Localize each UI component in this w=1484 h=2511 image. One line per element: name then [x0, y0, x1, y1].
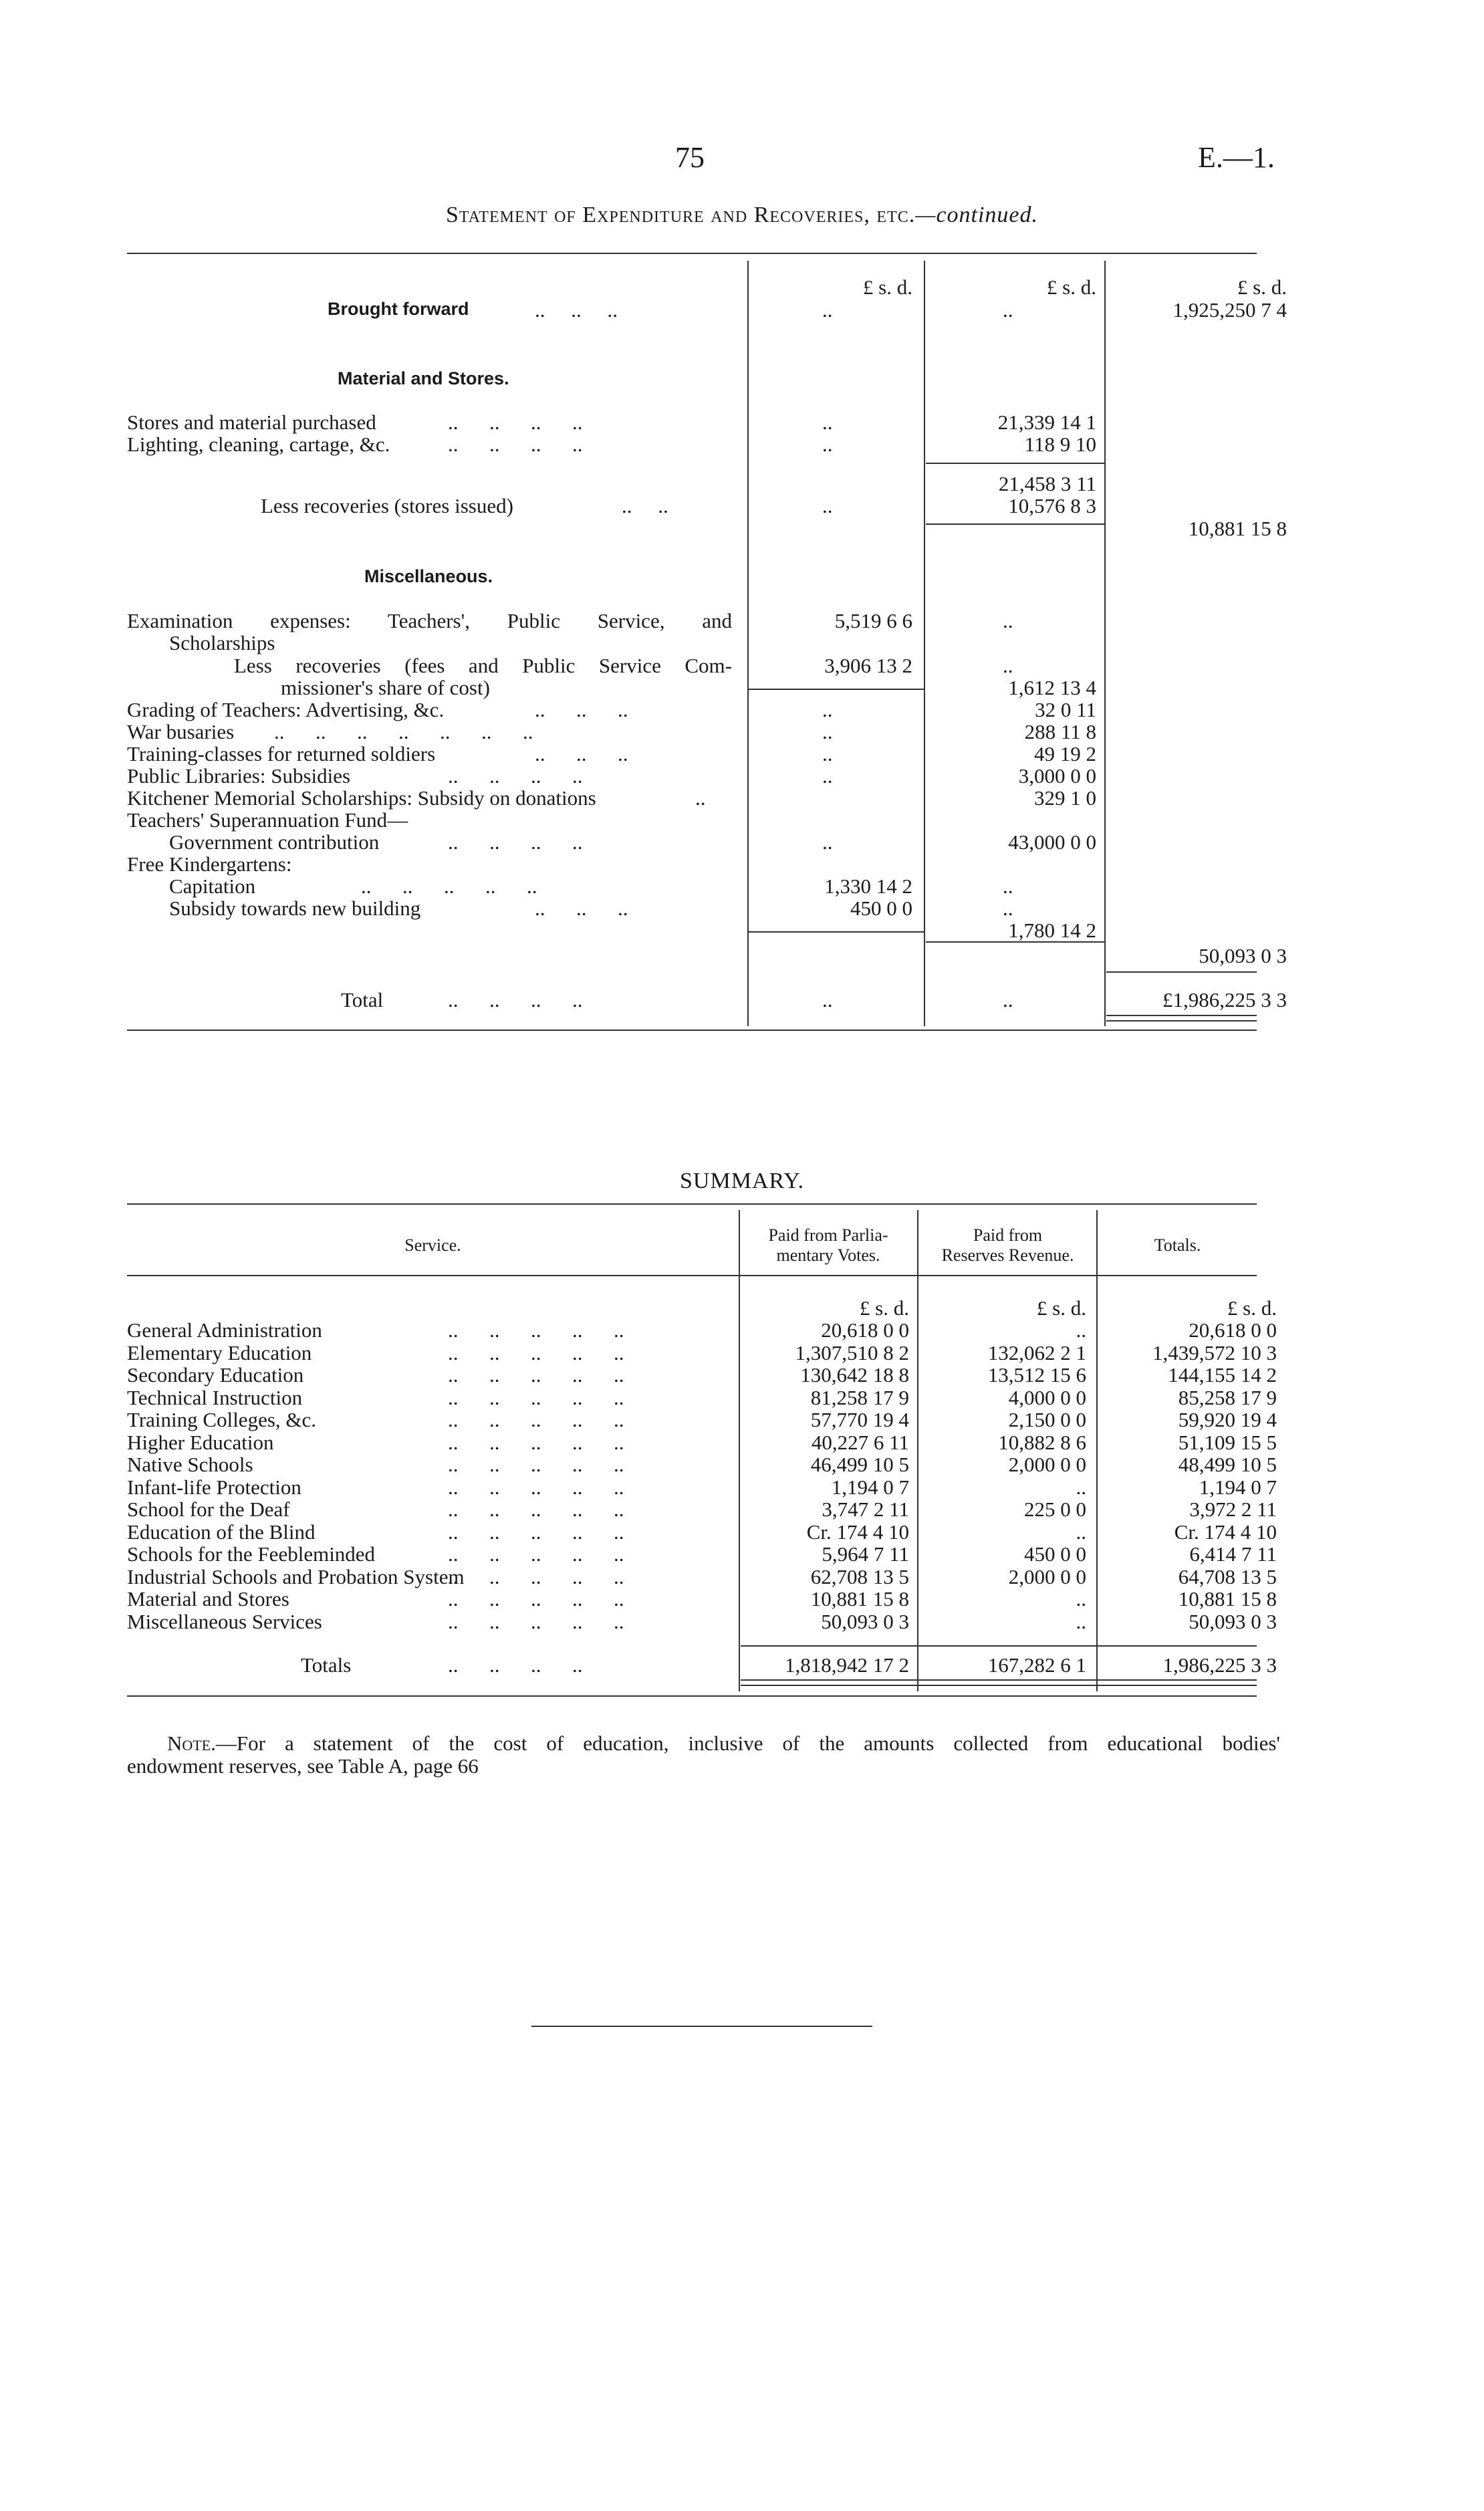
- summary-service-label: School for the Deaf: [127, 1498, 290, 1521]
- summary-res-value: 10,882 8 6: [998, 1431, 1086, 1454]
- summary-service-label: Elementary Education: [127, 1341, 312, 1364]
- leader-dots: .. .. .. .. ..: [448, 1520, 624, 1544]
- summary-res-value: 225 0 0: [1024, 1498, 1086, 1521]
- stores-subtotal: 21,458 3 11: [998, 472, 1096, 495]
- recoveries-value: 10,576 8 3: [1008, 494, 1096, 517]
- total-currency-head: £ s. d.: [1227, 1296, 1277, 1320]
- leader-dots: ..: [822, 764, 833, 788]
- leader-dots: .. .. .. ..: [448, 433, 583, 456]
- leader-dots: ..: [1003, 988, 1013, 1011]
- table-bottom-rule: [127, 1695, 1257, 1697]
- summary-total-value: 50,093 0 3: [1189, 1610, 1277, 1633]
- summary-res-value: 2,150 0 0: [1008, 1408, 1086, 1431]
- summary-parl-value: 62,708 13 5: [810, 1565, 909, 1588]
- totals-total: 1,986,225 3 3: [1162, 1653, 1277, 1677]
- stores-value: 21,339 14 1: [997, 410, 1096, 434]
- leader-dots: ..: [822, 433, 833, 456]
- summary-total-value: 1,439,572 10 3: [1152, 1341, 1277, 1364]
- summary-parl-value: 10,881 15 8: [810, 1587, 909, 1610]
- leader-dots: .. .. ..: [535, 742, 628, 765]
- service-header: Service.: [404, 1235, 461, 1255]
- header-rule: [127, 1275, 1257, 1276]
- summary-res-value: ..: [1076, 1475, 1086, 1499]
- exam-label-line1: Examination expenses: Teachers', Public Service, and: [127, 609, 732, 632]
- subtotal-rule: [749, 689, 924, 690]
- summary-service-label: Education of the Blind: [127, 1520, 316, 1544]
- leader-dots: ..: [822, 494, 833, 517]
- leader-dots: .. .. .. ..: [448, 764, 583, 788]
- totals-res: 167,282 6 1: [987, 1653, 1086, 1677]
- title-suffix: —continued.: [915, 203, 1039, 227]
- war-busaries-value: 288 11 8: [1024, 720, 1096, 743]
- leader-dots: .. .. .. .. ..: [448, 1610, 624, 1633]
- summary-parl-value: 1,307,510 8 2: [795, 1341, 909, 1364]
- summary-parl-value: 130,642 18 8: [800, 1363, 909, 1387]
- lighting-label: Lighting, cleaning, cartage, &c.: [127, 433, 390, 456]
- leader-dots: ..: [822, 742, 833, 765]
- summary-parl-value: 20,618 0 0: [821, 1318, 909, 1342]
- leader-dots: .. .. ..: [535, 896, 628, 920]
- report-code: E.—1.: [1198, 141, 1275, 174]
- summary-service-label: Secondary Education: [127, 1363, 304, 1387]
- training-classes-value: 49 19 2: [1034, 742, 1096, 765]
- reserves-header-line1: Paid from: [973, 1225, 1043, 1245]
- subtotal-rule: [1106, 971, 1257, 973]
- capitation-value: 1,330 14 2: [824, 874, 912, 898]
- double-rule: [741, 1679, 1257, 1686]
- summary-service-label: Higher Education: [127, 1431, 274, 1454]
- summary-parl-value: 81,258 17 9: [810, 1386, 909, 1409]
- gov-contrib-value: 43,000 0 0: [1008, 830, 1096, 854]
- leader-dots: ..: [822, 720, 833, 743]
- col1-currency-head: £ s. d.: [862, 275, 912, 299]
- summary-parl-value: 50,093 0 3: [821, 1610, 909, 1633]
- column-rule-2: [924, 261, 925, 1026]
- summary-service-label: Native Schools: [127, 1453, 253, 1476]
- leader-dots: ..: [822, 698, 833, 721]
- leader-dots: .. .. .. .. ..: [448, 1408, 624, 1431]
- page-title: [0, 203, 1484, 228]
- leader-dots: .. .. .. .. ..: [448, 1431, 624, 1454]
- brought-forward-label: Brought forward: [328, 299, 469, 319]
- summary-total-value: 144,155 14 2: [1168, 1363, 1277, 1387]
- summary-total-value: 59,920 19 4: [1178, 1408, 1277, 1431]
- note-text: —For a statement of the cost of education, inclusive of the amounts collected from educational bodies': [215, 1731, 1280, 1755]
- totals-parl: 1,818,942 17 2: [785, 1653, 909, 1677]
- subsidy-building-label: Subsidy towards new building: [169, 896, 421, 920]
- leader-dots: .. .. .. .. ..: [448, 1453, 624, 1476]
- leader-dots: .. .. ..: [535, 698, 628, 721]
- summary-service-label: Industrial Schools and Probation System: [127, 1565, 465, 1588]
- leader-dots: .. .. .. .. ..: [448, 1318, 624, 1342]
- kindergartens-total: 1,780 14 2: [1008, 919, 1096, 942]
- summary-parl-value: 40,227 6 11: [811, 1431, 909, 1454]
- subsidy-building-value: 450 0 0: [850, 896, 912, 920]
- column-rule-1: [747, 261, 749, 1026]
- subtotal-rule: [926, 463, 1105, 464]
- grand-total-label: Total: [341, 988, 384, 1011]
- misc-heading: Miscellaneous.: [364, 566, 493, 586]
- summary-total-value: 64,708 13 5: [1178, 1565, 1277, 1588]
- leader-dots: .. .. .. .. ..: [448, 1542, 624, 1566]
- leader-dots: ..: [1003, 609, 1013, 632]
- note-line1: [167, 1732, 1280, 1754]
- libraries-label: Public Libraries: Subsidies: [127, 764, 351, 788]
- libraries-value: 3,000 0 0: [1018, 764, 1096, 788]
- col2-currency-head: £ s. d.: [1046, 275, 1096, 299]
- stores-label: Stores and material purchased: [127, 410, 376, 434]
- leader-dots: .. .. .. .. ..: [448, 1475, 624, 1499]
- summary-total-value: 1,194 0 7: [1199, 1475, 1277, 1499]
- grading-label: Grading of Teachers: Advertising, &c.: [127, 698, 445, 721]
- leader-dots: .. .. .. ..: [448, 1653, 583, 1677]
- leader-dots: .. .. .. .. ..: [448, 1498, 624, 1521]
- res-currency-head: £ s. d.: [1036, 1296, 1086, 1320]
- summary-total-value: 10,881 15 8: [1178, 1587, 1277, 1610]
- leader-dots: ..: [1003, 896, 1013, 920]
- summary-parl-value: 1,194 0 7: [831, 1475, 909, 1499]
- summary-service-label: General Administration: [127, 1318, 322, 1342]
- summary-parl-value: 5,964 7 11: [822, 1542, 909, 1566]
- kitchener-value: 329 1 0: [1034, 786, 1096, 810]
- capitation-label: Capitation: [169, 874, 256, 898]
- summary-res-value: ..: [1076, 1587, 1086, 1610]
- leader-dots: .. .. .. .. .. .. ..: [274, 720, 533, 743]
- exam-value: 5,519 6 6: [834, 609, 912, 632]
- leader-dots: ..: [1003, 874, 1013, 898]
- leader-dots: .. ..: [622, 494, 668, 517]
- material-total: 10,881 15 8: [1188, 517, 1287, 540]
- kindergartens-label: Free Kindergartens:: [127, 852, 292, 876]
- summary-total-value: 20,618 0 0: [1189, 1318, 1277, 1342]
- leader-dots: ..: [695, 786, 706, 810]
- summary-total-value: 51,109 15 5: [1178, 1431, 1277, 1454]
- misc-total: 50,093 0 3: [1199, 944, 1287, 967]
- leader-dots: .. .. ..: [535, 298, 618, 322]
- grading-value: 32 0 11: [1035, 698, 1096, 721]
- parl-currency-head: £ s. d.: [859, 1296, 909, 1320]
- superannuation-label: Teachers' Superannuation Fund—: [127, 808, 408, 832]
- table-top-rule: [127, 1203, 1257, 1205]
- column-rule-2: [917, 1210, 918, 1691]
- totals-label: Totals: [301, 1653, 352, 1677]
- war-busaries-label: War busaries: [127, 720, 235, 743]
- grand-total-value: £1,986,225 3 3: [1162, 988, 1287, 1011]
- leader-dots: .. .. .. .. ..: [361, 874, 537, 898]
- summary-service-label: Schools for the Feebleminded: [127, 1542, 376, 1566]
- subtotal-rule: [749, 931, 924, 933]
- summary-service-label: Technical Instruction: [127, 1386, 303, 1409]
- summary-total-value: 6,414 7 11: [1189, 1542, 1277, 1566]
- summary-title: SUMMARY.: [680, 1169, 804, 1193]
- leader-dots: ..: [1003, 298, 1013, 322]
- table-top-rule: [127, 253, 1257, 254]
- leader-dots: .. .. .. .. ..: [448, 1565, 624, 1588]
- page-number: 75: [675, 141, 705, 174]
- column-rule-3: [1096, 1210, 1098, 1691]
- material-heading: Material and Stores.: [338, 368, 509, 388]
- summary-res-value: 2,000 0 0: [1008, 1565, 1086, 1588]
- summary-res-value: 13,512 15 6: [987, 1363, 1086, 1387]
- leader-dots: .. .. .. .. ..: [448, 1363, 624, 1387]
- leader-dots: ..: [822, 988, 833, 1011]
- recoveries-label: Less recoveries (stores issued): [261, 494, 513, 517]
- col3-currency-head: £ s. d.: [1237, 275, 1287, 299]
- summary-parl-value: 3,747 2 11: [822, 1498, 909, 1521]
- summary-service-label: Miscellaneous Services: [127, 1610, 322, 1633]
- leader-dots: .. .. .. .. ..: [448, 1587, 624, 1610]
- end-rule: [531, 2026, 872, 2027]
- summary-res-value: 450 0 0: [1024, 1542, 1086, 1566]
- reserves-header-line2: Reserves Revenue.: [941, 1245, 1074, 1265]
- summary-parl-value: Cr. 174 4 10: [806, 1520, 909, 1544]
- parliamentary-header-line2: mentary Votes.: [776, 1245, 880, 1265]
- less-fees-value: 3,906 13 2: [824, 654, 912, 677]
- leader-dots: .. .. .. ..: [448, 988, 583, 1011]
- summary-res-value: 4,000 0 0: [1008, 1386, 1086, 1409]
- leader-dots: ..: [822, 830, 833, 854]
- note-line2: endowment reserves, see Table A, page 66: [127, 1754, 479, 1778]
- less-fees-line1: Less recoveries (fees and Public Service Com-: [234, 654, 732, 677]
- exam-label-line2: Scholarships: [169, 631, 275, 654]
- training-classes-label: Training-classes for returned soldiers: [127, 742, 436, 765]
- table-bottom-rule: [127, 1030, 1257, 1031]
- summary-res-value: ..: [1076, 1520, 1086, 1544]
- summary-total-value: 3,972 2 11: [1189, 1498, 1277, 1521]
- parliamentary-header-line1: Paid from Parlia-: [768, 1225, 888, 1245]
- leader-dots: .. .. .. .. ..: [448, 1386, 624, 1409]
- subtotal-rule: [741, 1645, 1257, 1647]
- leader-dots: ..: [822, 410, 833, 434]
- leader-dots: .. .. .. ..: [448, 410, 583, 434]
- leader-dots: .. .. .. ..: [448, 830, 583, 854]
- title-text: Statement of Expenditure and Recoveries, etc.: [445, 203, 916, 227]
- subtotal-rule: [926, 941, 1105, 943]
- summary-total-value: Cr. 174 4 10: [1174, 1520, 1277, 1544]
- summary-service-label: Material and Stores: [127, 1587, 289, 1610]
- note-lead: Note.: [167, 1731, 216, 1755]
- less-fees-line2: missioner's share of cost): [281, 676, 490, 699]
- kitchener-label: Kitchener Memorial Scholarships: Subsidy on donations: [127, 786, 596, 810]
- leader-dots: ..: [822, 298, 833, 322]
- exam-net-value: 1,612 13 4: [1008, 676, 1096, 699]
- summary-res-value: ..: [1076, 1610, 1086, 1633]
- summary-total-value: 85,258 17 9: [1178, 1386, 1277, 1409]
- column-rule-3: [1104, 261, 1106, 1026]
- summary-res-value: 132,062 2 1: [987, 1341, 1086, 1364]
- summary-service-label: Infant-life Protection: [127, 1475, 301, 1499]
- leader-dots: ..: [1003, 654, 1013, 677]
- brought-forward-total: 1,925,250 7 4: [1172, 298, 1287, 322]
- double-rule: [1106, 1015, 1257, 1022]
- subtotal-rule: [926, 523, 1105, 525]
- summary-parl-value: 46,499 10 5: [810, 1453, 909, 1476]
- gov-contrib-label: Government contribution: [169, 830, 380, 854]
- summary-res-value: 2,000 0 0: [1008, 1453, 1086, 1476]
- summary-service-label: Training Colleges, &c.: [127, 1408, 317, 1431]
- lighting-value: 118 9 10: [1024, 433, 1096, 456]
- summary-res-value: ..: [1076, 1318, 1086, 1342]
- leader-dots: .. .. .. .. ..: [448, 1341, 624, 1364]
- summary-total-value: 48,499 10 5: [1178, 1453, 1277, 1476]
- totals-header: Totals.: [1154, 1235, 1201, 1255]
- summary-parl-value: 57,770 19 4: [810, 1408, 909, 1431]
